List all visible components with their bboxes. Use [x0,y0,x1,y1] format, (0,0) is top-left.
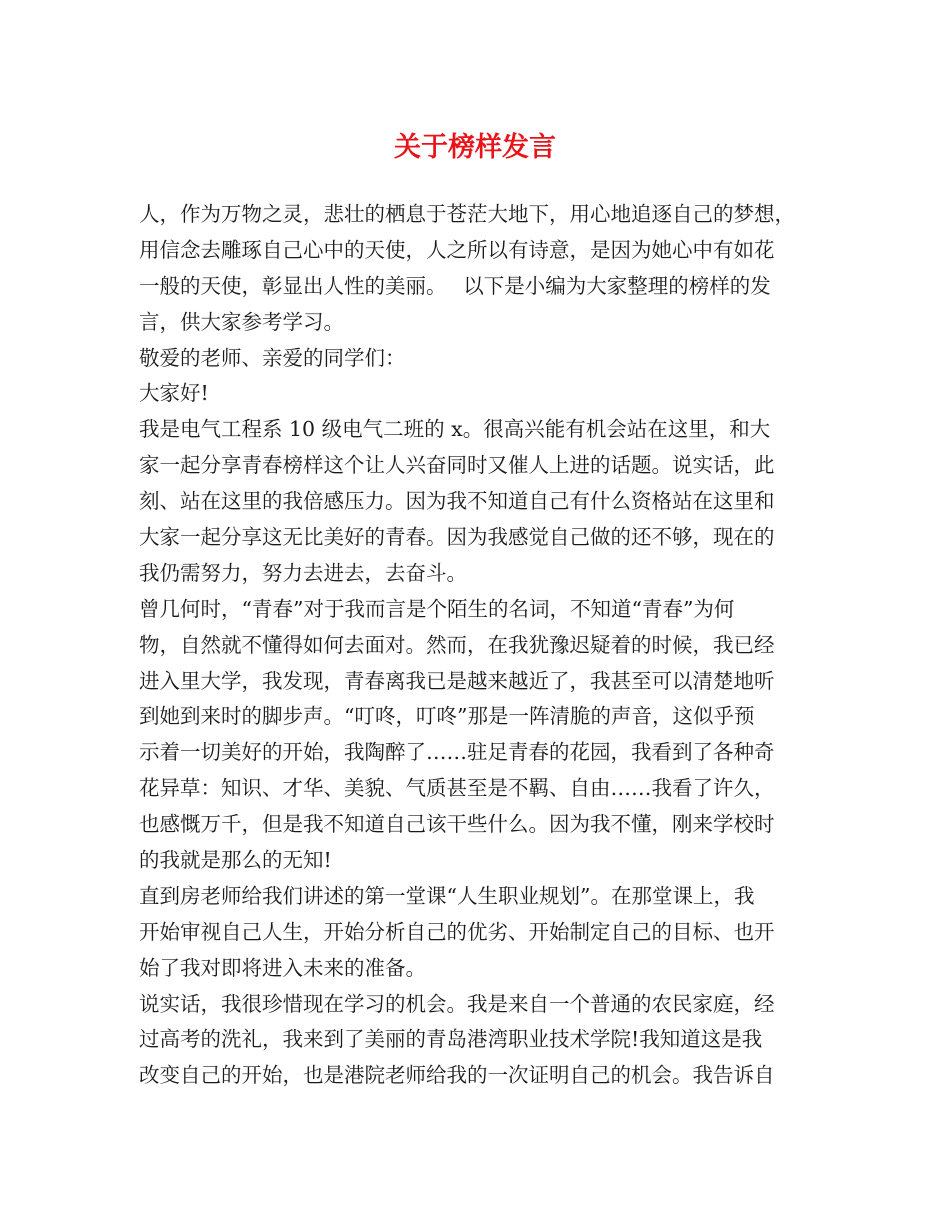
document-body [139,197,815,1094]
text-line: 曾几何时，“青春”对于我而言是个陌生的名词，不知道“青春”为何 [139,596,735,621]
text-line: 大家好! [139,381,209,406]
text-line: 到她到来时的脚步声。“叮咚，叮咚”那是一阵清脆的声音，这似乎预 [139,704,755,729]
youth-paragraph [139,592,815,879]
text-line: 进入里大学，我发现，青春离我已是越来越近了，我甚至可以清楚地听 [139,668,775,693]
text-line: 一般的天使，彰显出人性的美丽。 以下是小编为大家整理的榜样的发 [139,273,771,298]
text-line: 也感慨万千，但是我不知道自己该干些什么。因为我不懂，刚来学校时 [139,812,775,837]
intro-paragraph [139,197,815,341]
text-line: 直到房老师给我们讲述的第一堂课“人生职业规划”。在那堂课上，我 [139,883,755,908]
text-line: 改变自己的开始，也是港院老师给我的一次证明自己的机会。我告诉自 [139,1063,775,1088]
greeting-paragraph [139,376,815,412]
text-line: 人，作为万物之灵，悲壮的栖息于苍茫大地下，用心地追逐自己的梦想， [139,202,795,226]
text-line: 言，供大家参考学习。 [139,309,344,334]
career-planning-paragraph [139,879,815,987]
text-line: 始了我对即将进入未来的准备。 [139,955,426,980]
text-line: 我仍需努力，努力去进去，去奋斗。 [139,560,467,585]
text-line: 说实话，我很珍惜现在学习的机会。我是来自一个普通的农民家庭，经 [139,991,775,1016]
text-line: 家一起分享青春榜样这个让人兴奋同时又催人上进的话题。说实话，此 [139,453,775,478]
text-line: 敬爱的老师、亲爱的同学们： [139,345,406,370]
text-line: 示着一切美好的开始，我陶醉了……驻足青春的花园，我看到了各种奇 [139,740,775,765]
opportunity-paragraph [139,987,815,1095]
text-line: 我是电气工程系 10 级电气二班的 x。很高兴能有机会站在这里，和大 [139,417,771,442]
text-line: 刻、站在这里的我倍感压力。因为我不知道自己有什么资格站在这里和 [139,489,775,514]
text-line: 大家一起分享这无比美好的青春。因为我感觉自己做的还不够，现在的 [139,525,775,550]
text-line: 开始审视自己人生，开始分析自己的优劣、开始制定自己的目标、也开 [139,919,775,944]
text-line: 花异草：知识、才华、美貌、气质甚至是不羁、自由……我看了许久， [139,776,775,801]
text-line: 的我就是那么的无知! [139,848,332,873]
text-line: 用信念去雕琢自己心中的天使，人之所以有诗意，是因为她心中有如花 [139,237,775,262]
self-introduction-paragraph [139,412,815,591]
text-line: 物，自然就不懂得如何去面对。然而，在我犹豫迟疑着的时候，我已经 [139,632,775,657]
document-title: 关于榜样发言 [394,132,556,163]
text-line: 过高考的洗礼，我来到了美丽的青岛港湾职业技术学院!我知道这是我 [139,1027,763,1052]
salutation-paragraph [139,341,815,377]
